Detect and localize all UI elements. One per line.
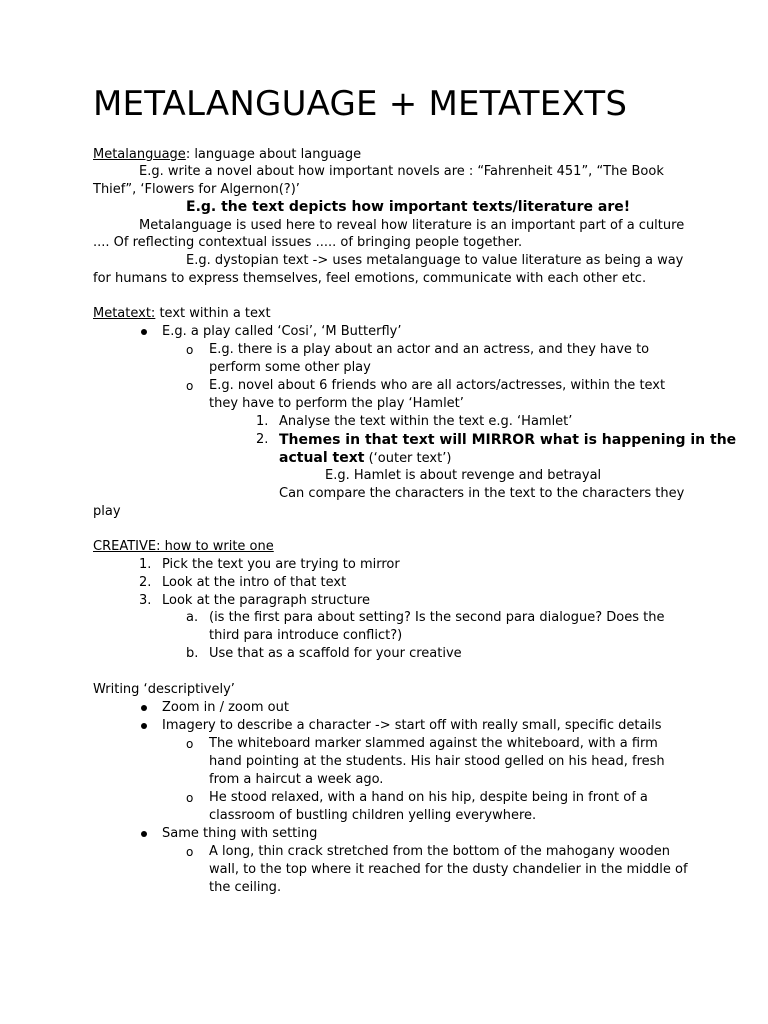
metalanguage-used-line2: .... Of reflecting contextual issues ..... of bringing people together. bbox=[93, 235, 523, 250]
metatext-sub1-line1: E.g. there is a play about an actor and an actress, and they have to bbox=[209, 342, 650, 357]
metatext-sub2-line2: they have to perform the play ‘Hamlet’ bbox=[209, 396, 464, 411]
metatext-term: Metatext: bbox=[93, 306, 156, 321]
metalanguage-example-line2: Thief”, ‘Flowers for Algernon(?)’ bbox=[93, 182, 300, 197]
descriptive-bullet-3: Same thing with setting bbox=[162, 826, 318, 841]
metalanguage-used-line1: Metalanguage is used here to reveal how literature is an important part of a culture bbox=[139, 218, 685, 233]
creative-step-3: Look at the paragraph structure bbox=[162, 593, 370, 608]
sub-bullet-icon: o bbox=[186, 791, 194, 805]
bullet-icon bbox=[141, 723, 147, 729]
sub-bullet-icon: o bbox=[186, 379, 194, 393]
descriptive-sub3-line1: A long, thin crack stretched from the bottom of the mahogany wooden bbox=[209, 844, 670, 859]
creative-step-2: Look at the intro of that text bbox=[162, 575, 347, 590]
descriptive-sub1-line3: from a haircut a week ago. bbox=[209, 772, 384, 787]
metatext-numbered-1: Analyse the text within the text e.g. ‘Hamlet’ bbox=[279, 414, 573, 429]
list-marker: 1. bbox=[139, 557, 152, 572]
list-marker: 2. bbox=[139, 575, 152, 590]
descriptive-sub2-line1: He stood relaxed, with a hand on his hip, despite being in front of a bbox=[209, 790, 648, 805]
sub-bullet-icon: o bbox=[186, 737, 194, 751]
metatext-definition-text: text within a text bbox=[155, 306, 271, 321]
list-marker-2: 2. bbox=[256, 432, 269, 447]
descriptive-bullet-1: Zoom in / zoom out bbox=[162, 700, 289, 715]
descriptive-sub3-line3: the ceiling. bbox=[209, 880, 282, 895]
metalanguage-dystopian-line2: for humans to express themselves, feel emotions, communicate with each other etc. bbox=[93, 271, 647, 286]
metatext-sub2-line1: E.g. novel about 6 friends who are all actors/actresses, within the text bbox=[209, 378, 666, 393]
creative-step-1: Pick the text you are trying to mirror bbox=[162, 557, 400, 572]
metatext-definition bbox=[93, 305, 271, 323]
list-marker-b: b. bbox=[186, 646, 199, 661]
creative-heading: CREATIVE: how to write one bbox=[93, 539, 274, 554]
bullet-icon bbox=[141, 329, 147, 335]
descriptive-sub1-line1: The whiteboard marker slammed against the whiteboard, with a firm bbox=[209, 736, 658, 751]
metalanguage-term: Metalanguage bbox=[93, 147, 186, 162]
metatext-hamlet-example: E.g. Hamlet is about revenge and betrayal bbox=[325, 468, 602, 483]
sub-bullet-icon: o bbox=[186, 845, 194, 859]
metalanguage-definition-text: : language about language bbox=[185, 147, 362, 162]
descriptive-sub1-line2: hand pointing at the students. His hair stood gelled on his head, fresh bbox=[209, 754, 665, 769]
bullet-icon bbox=[141, 831, 147, 837]
descriptive-sub3-line2: wall, to the top where it reached for the dusty chandelier in the middle of bbox=[209, 862, 688, 877]
metalanguage-definition bbox=[93, 146, 361, 164]
creative-sub-a-line2: third para introduce conflict?) bbox=[209, 628, 403, 643]
metatext-compare-line2: play bbox=[93, 504, 121, 519]
descriptive-heading: Writing ‘descriptively’ bbox=[93, 682, 235, 697]
metatext-numbered-2-line2 bbox=[279, 449, 451, 468]
metalanguage-example-line1: E.g. write a novel about how important novels are : “Fahrenheit 451”, “The Book bbox=[139, 164, 664, 179]
page-title: METALANGUAGE + METATEXTS bbox=[93, 84, 628, 124]
sub-bullet-icon: o bbox=[186, 343, 194, 357]
metalanguage-dystopian-line1: E.g. dystopian text -> uses metalanguage to value literature as being a way bbox=[186, 253, 684, 268]
creative-sub-b: Use that as a scaffold for your creative bbox=[209, 646, 462, 661]
list-marker-a: a. bbox=[186, 610, 199, 625]
creative-sub-a-line1: (is the first para about setting? Is the second para dialogue? Does the bbox=[209, 610, 665, 625]
list-marker: 3. bbox=[139, 593, 152, 608]
descriptive-sub2-line2: classroom of bustling children yelling everywhere. bbox=[209, 808, 537, 823]
bullet-icon bbox=[141, 705, 147, 711]
list-marker-1: 1. bbox=[256, 414, 269, 429]
descriptive-bullet-2: Imagery to describe a character -> start off with really small, specific details bbox=[162, 718, 662, 733]
metatext-sub1-line2: perform some other play bbox=[209, 360, 371, 375]
metatext-bullet-1: E.g. a play called ‘Cosi’, ‘M Butterfly’ bbox=[162, 324, 402, 339]
metalanguage-bold-point: E.g. the text depicts how important texts/literature are! bbox=[186, 199, 631, 215]
metatext-compare-line1: Can compare the characters in the text to the characters they bbox=[279, 486, 685, 501]
metatext-numbered-2-bold: actual text bbox=[279, 450, 365, 466]
metatext-numbered-2-line1: Themes in that text will MIRROR what is happening in the bbox=[279, 432, 737, 448]
metatext-numbered-2-rest: (‘outer text’) bbox=[364, 451, 452, 466]
